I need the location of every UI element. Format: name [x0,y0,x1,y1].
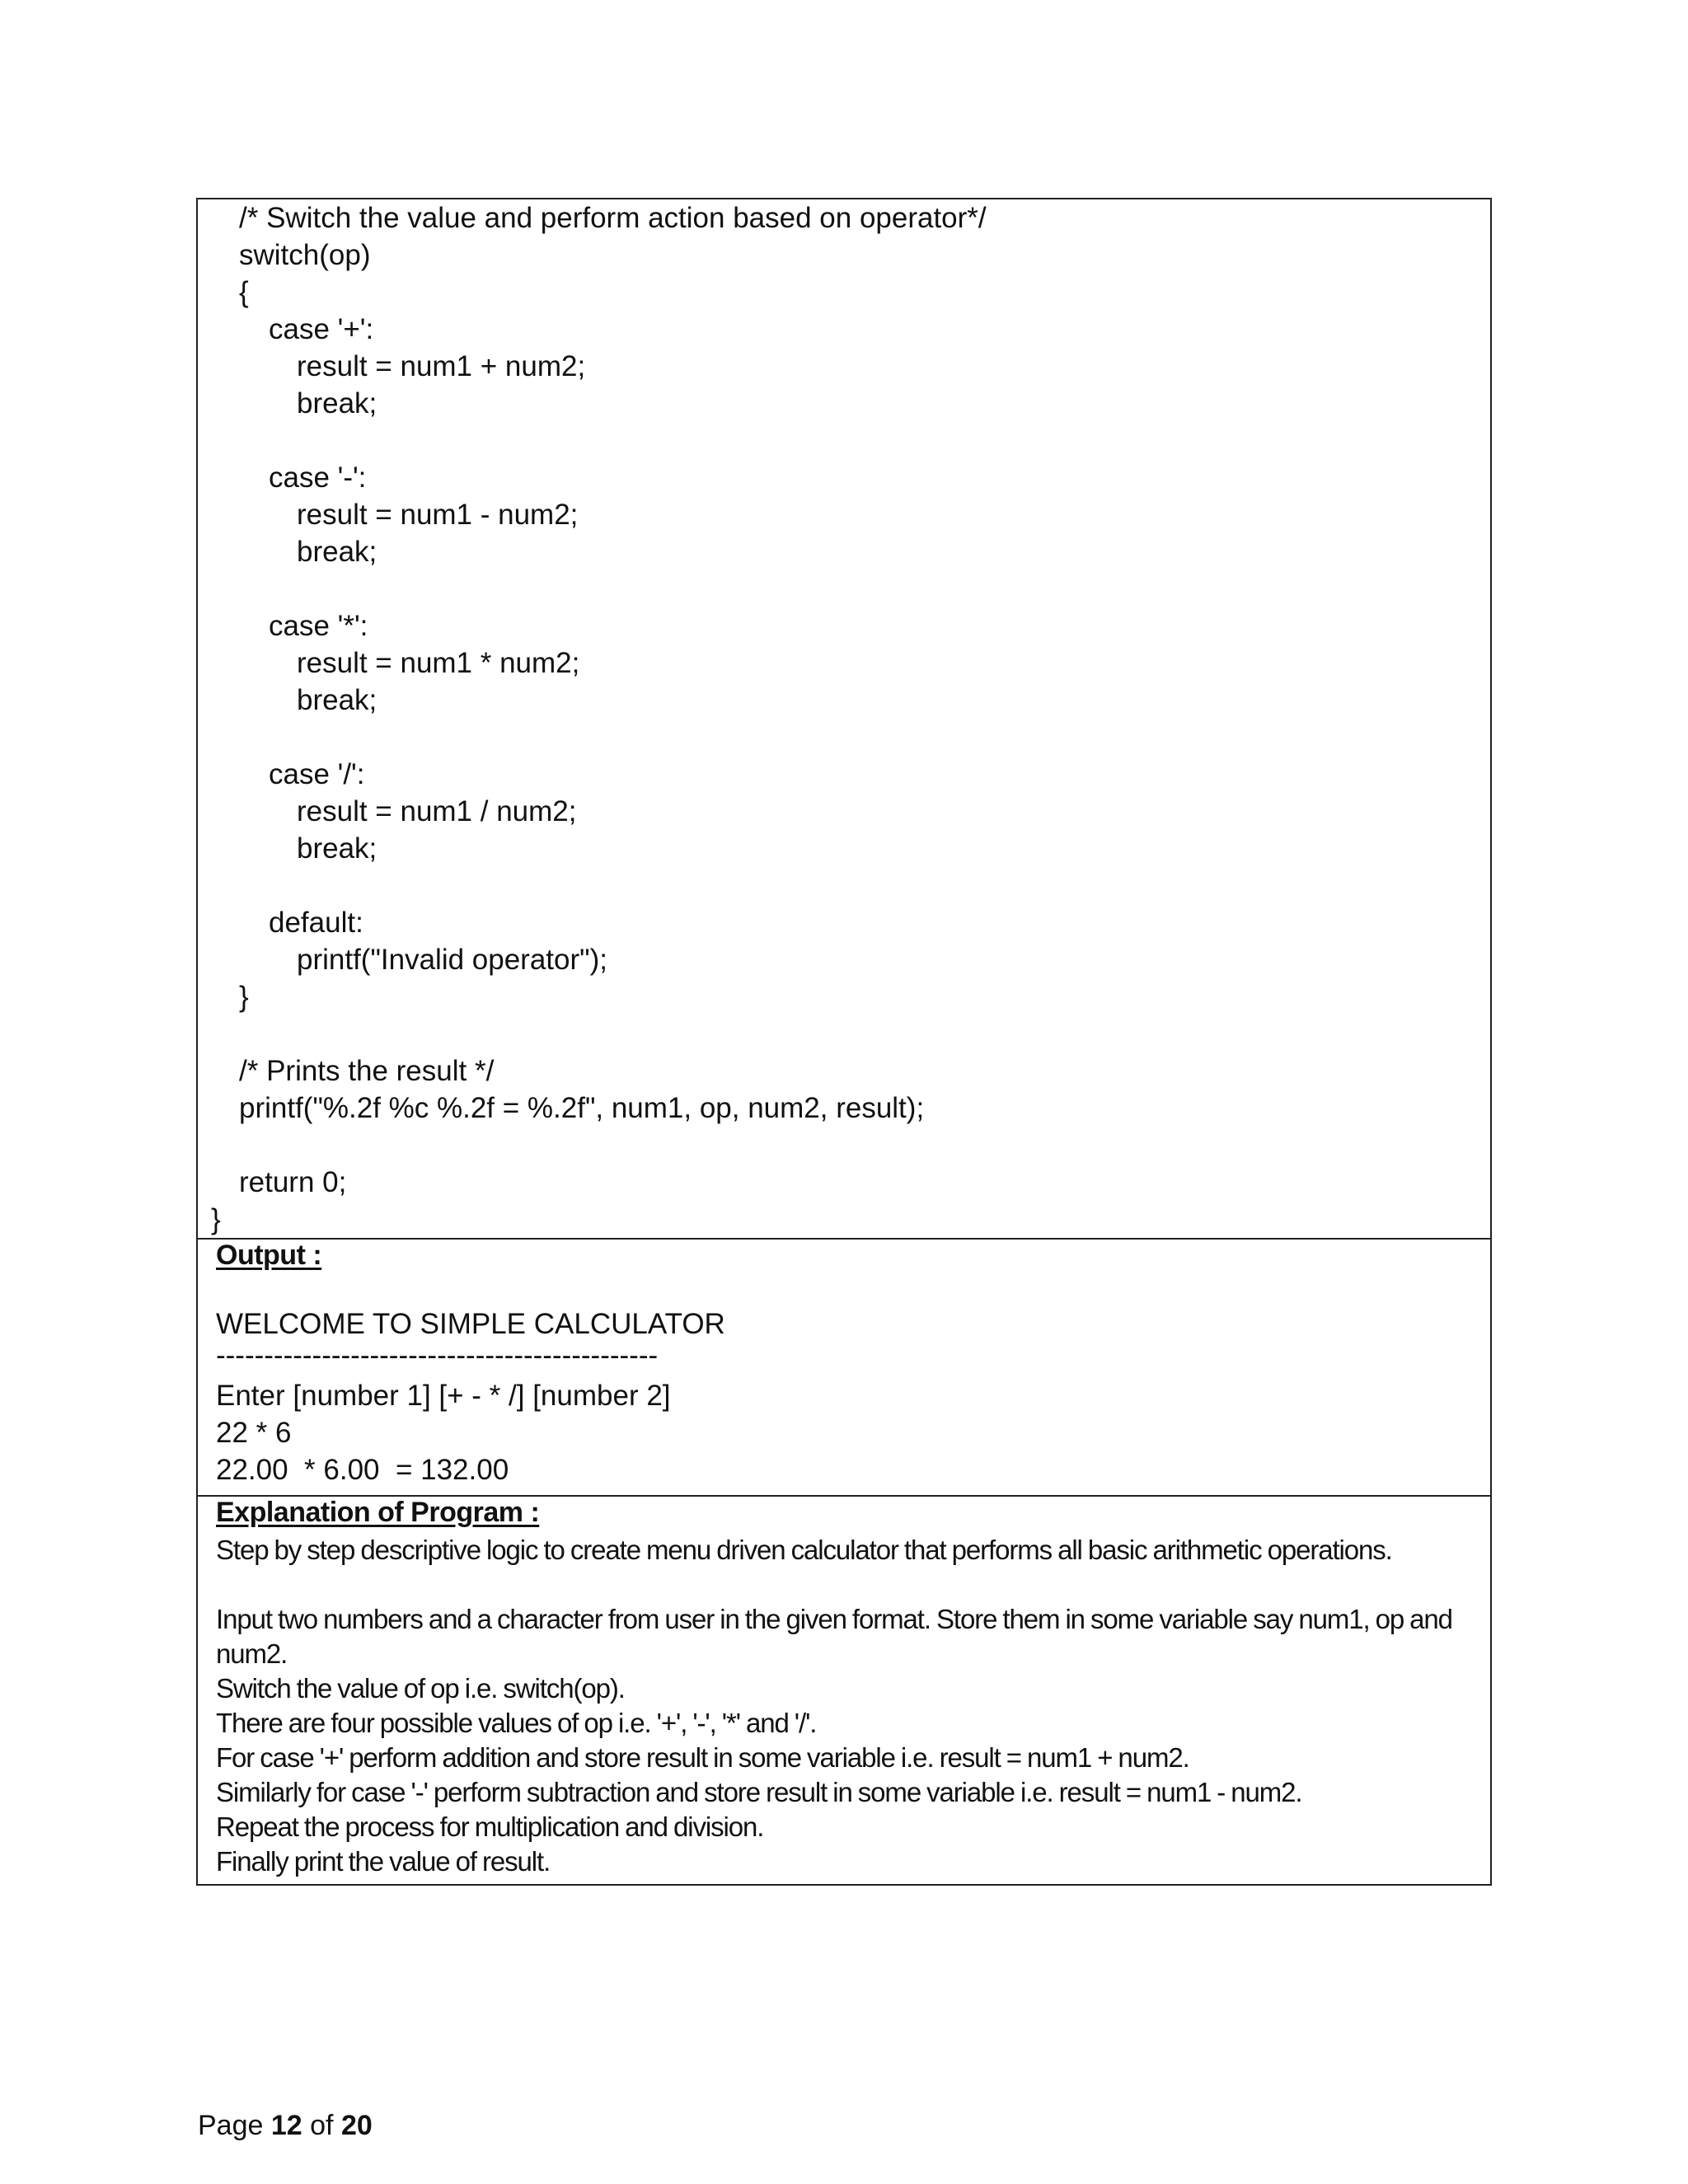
code-line: printf("Invalid operator"); [297,944,607,976]
of-word: of [310,2110,334,2141]
output-line: WELCOME TO SIMPLE CALCULATOR [216,1308,725,1340]
code-line: case '+': [269,313,374,345]
document-table [196,198,1492,1886]
explanation-line: There are four possible values of op i.e. '+', '-', '*' and '/'. [216,1708,817,1738]
code-line: result = num1 * num2; [297,647,580,679]
code-line: } [239,981,249,1013]
code-line: { [239,276,249,308]
code-line: /* Prints the result */ [239,1055,495,1087]
code-line: } [211,1203,221,1235]
code-cell [198,199,1490,1240]
code-line: switch(op) [239,239,371,271]
code-line: /* Switch the value and perform action based on operator*/ [239,202,987,234]
explanation-heading: Explanation of Program : [216,1497,540,1528]
output-heading: Output : [216,1240,322,1271]
code-line: break; [297,832,377,865]
current-page-number: 12 [270,2110,302,2141]
explanation-line: Step by step descriptive logic to create menu driven calculator that performs all basic arithmetic operations. [216,1535,1392,1565]
output-line: 22.00 * 6.00 = 132.00 [216,1454,509,1486]
code-line: case '-': [269,462,367,494]
page-word: Page [198,2110,264,2141]
code-line: printf("%.2f %c %.2f = %.2f", num1, op, num2, result); [239,1092,925,1124]
code-line: break; [297,536,377,568]
output-line: Enter [number 1] [+ - * /] [number 2] [216,1380,671,1412]
code-line: break; [297,387,377,419]
code-line: default: [269,907,363,939]
explanation-line: For case '+' perform addition and store result in some variable i.e. result = num1 + num2. [216,1742,1189,1773]
code-line: break; [297,684,377,716]
page-number-footer [198,2110,373,2142]
explanation-line: Repeat the process for multiplication and division. [216,1811,764,1842]
explanation-line: num2. [216,1638,288,1669]
code-line: result = num1 + num2; [297,350,586,382]
explanation-line: Switch the value of op i.e. switch(op). [216,1673,625,1704]
total-pages-number: 20 [340,2110,373,2141]
explanation-line: Finally print the value of result. [216,1846,551,1877]
output-line: 22 * 6 [216,1417,292,1449]
explanation-line: Input two numbers and a character from user in the given format. Store them in some variable say num1, op and [216,1604,1452,1634]
explanation-line: Similarly for case '-' perform subtraction and store result in some variable i.e. result = num1 - num2. [216,1777,1302,1807]
explanation-line [216,1568,1465,1602]
code-line: case '/': [269,758,365,790]
code-line: case '*': [269,610,368,642]
output-line: ---------------------------------------------- [216,1339,659,1371]
output-cell [198,1240,1490,1497]
code-line: result = num1 - num2; [297,499,579,531]
explanation-cell [198,1497,1490,1884]
code-line: result = num1 / num2; [297,795,577,827]
code-line: return 0; [239,1166,347,1198]
